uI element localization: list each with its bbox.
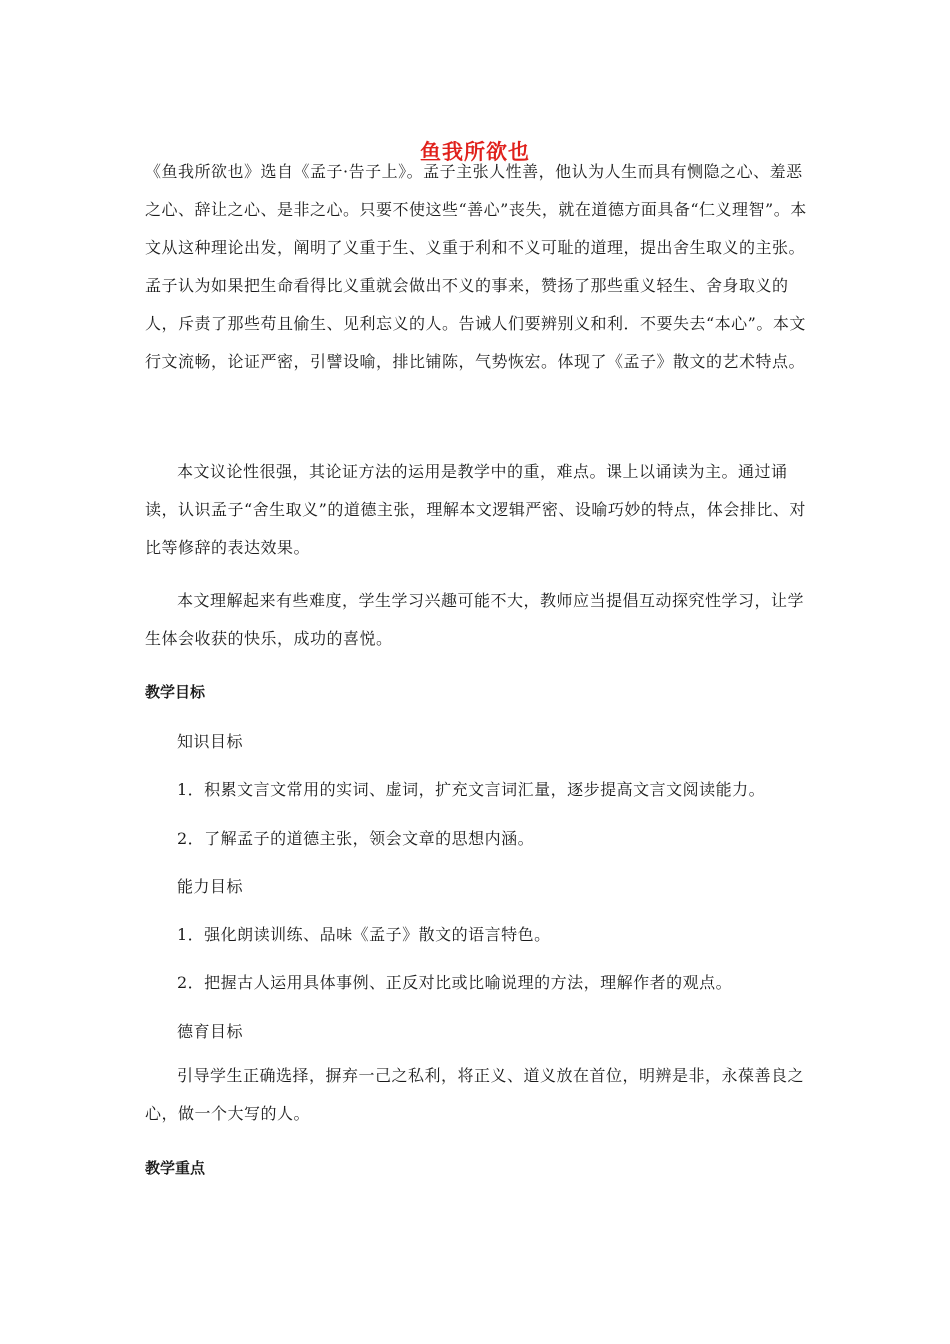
- knowledge-goal-item-1: 1．积累文言文常用的实词、虚词，扩充文言词汇量，逐步提高文言文阅读能力。: [177, 780, 766, 799]
- ability-goal-item-2: 2．把握古人运用具体事例、正反对比或比喻说理的方法，理解作者的观点。: [177, 973, 733, 992]
- ability-goal-item-1: 1．强化朗读训练、品味《孟子》散文的语言特色。: [177, 925, 551, 944]
- knowledge-goal-item-2: 2．了解孟子的道德主张，领会文章的思想内涵。: [177, 829, 535, 848]
- knowledge-goal-label: 知识目标: [177, 732, 244, 751]
- interest-paragraph: 本文理解起来有些难度，学生学习兴趣可能不大，教师应当提倡互动探究性学习，让学生体会收获的快乐，成功的喜悦。: [145, 591, 805, 648]
- method-paragraph: 本文议论性很强，其论证方法的运用是教学中的重，难点。课上以诵读为主。通过诵读，认识孟子“舍生取义”的道德主张，理解本文逻辑严密、设喻巧妙的特点，体会排比、对比等修辞的表达效果。: [145, 462, 806, 557]
- intro-paragraph: 《鱼我所欲也》选自《孟子·告子上》。孟子主张人性善，他认为人生而具有恻隐之心、羞恶之心、辞让之心、是非之心。只要不使这些“善心”丧失，就在道德方面具备“仁义理智”。本文从这种理论出发，阐明了义重于生、义重于利和不义可耻的道理，提出舍生取义的主张。孟子认为如果把生命看得比义重就会做出不义的事来，赞扬了那些重义轻生、舍身取义的人，斥责了那些苟且偷生、见利忘义的人。告诫人们要辨别义和利．不要失去“本心”。本文行文流畅，论证严密，引譬设喻，排比铺陈，气势恢宏。体现了《孟子》散文的艺术特点。: [145, 162, 807, 371]
- moral-goal-text: 引导学生正确选择，摒弃一己之私利，将正义、道义放在首位，明辨是非，永葆善良之心，做一个大写的人。: [145, 1066, 805, 1123]
- objectives-heading: 教学目标: [145, 683, 206, 701]
- key-points-heading: 教学重点: [145, 1159, 206, 1177]
- document-title: 鱼我所欲也: [420, 140, 530, 165]
- moral-goal-label: 德育目标: [177, 1022, 244, 1041]
- ability-goal-label: 能力目标: [177, 877, 244, 896]
